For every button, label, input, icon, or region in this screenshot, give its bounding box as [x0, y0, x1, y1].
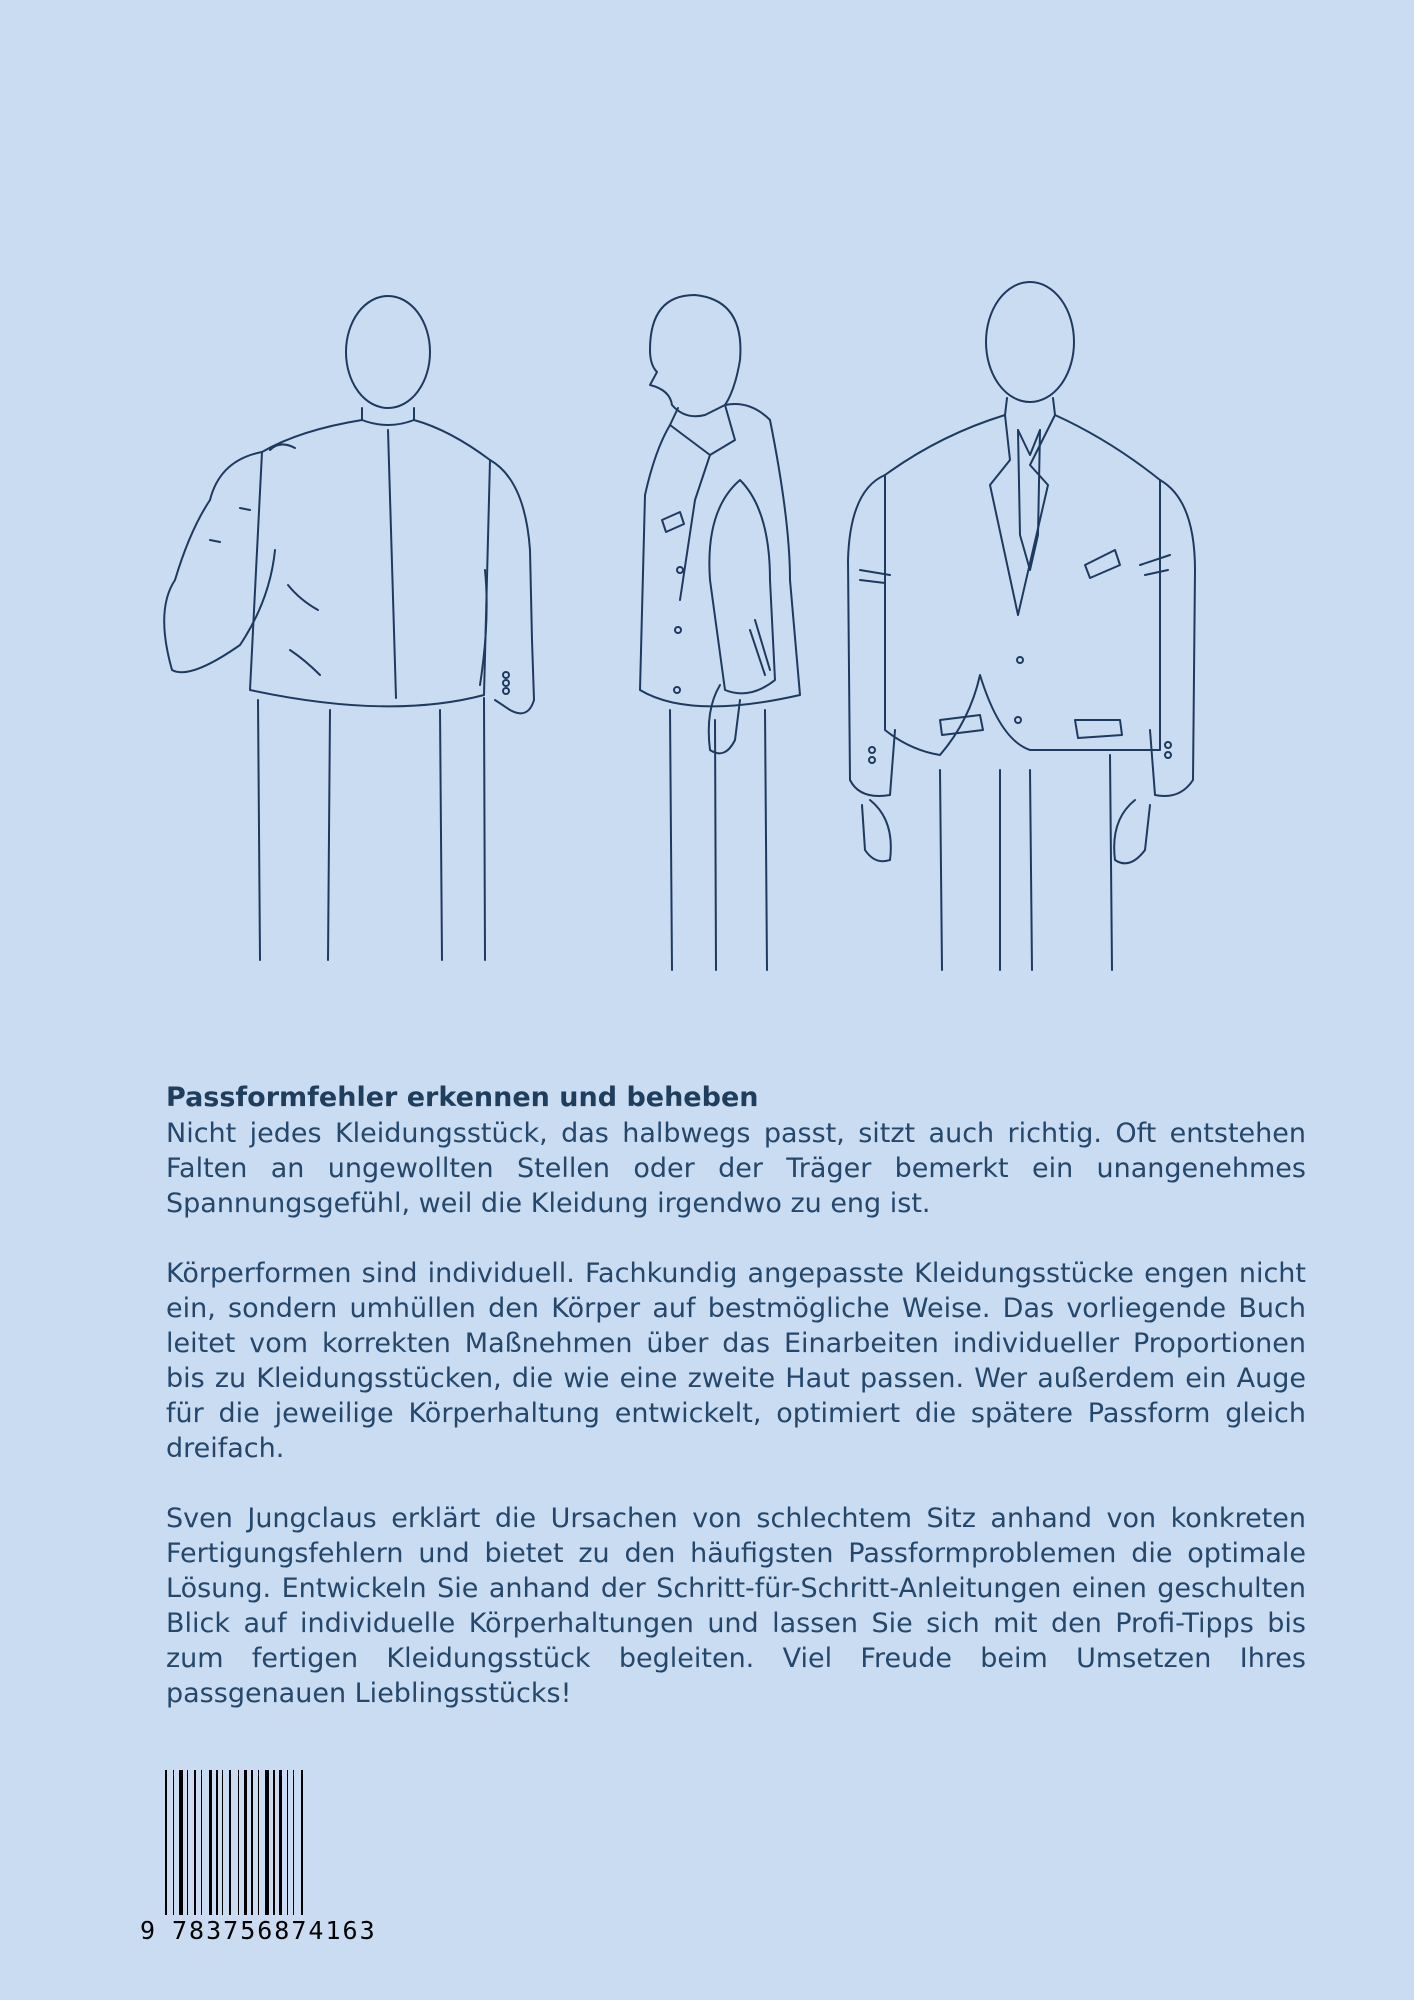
barcode-bar [194, 1770, 196, 1915]
blurb-heading: Passformfehler erkennen und beheben [166, 1082, 759, 1113]
front-view-figure [848, 282, 1195, 970]
barcode-bar [293, 1770, 294, 1915]
barcode-bar [222, 1770, 223, 1915]
barcode-bar [216, 1770, 218, 1915]
barcode-bar [273, 1770, 275, 1915]
barcode-first-digit: 9 [140, 1916, 156, 1945]
barcode-digits: 783756874163 [172, 1916, 377, 1945]
barcode-bar [251, 1770, 253, 1915]
barcode-bar [229, 1770, 231, 1915]
barcode-bar [165, 1770, 167, 1915]
blurb-paragraph-2: Körperformen sind individuell. Fachkundig angepasste Kleidungsstücke engen nicht ein, sondern umhüllen den Körper auf bestmögliche Weise. Das vorliegende Buch leitet vom korrekten Maßnehmen über das Einarbeiten individueller Proportionen bis zu Kleidungsstücken, die wie eine zweite Haut passen. Wer außerdem ein Auge für die jeweilige Körperhaltung entwickelt, optimiert die spätere Passform gleich dreifach. [166, 1258, 1306, 1464]
barcode-bar [173, 1770, 174, 1915]
side-view-figure [640, 295, 800, 970]
jacket-fitting-illustration [150, 280, 1210, 980]
barcode-bar [258, 1770, 259, 1915]
barcode-bar [287, 1770, 288, 1915]
barcode-bar [209, 1770, 212, 1915]
back-view-figure [164, 296, 534, 960]
blurb-paragraph-1: Nicht jedes Kleidungsstück, das halbwegs passt, sitzt auch richtig. Oft entstehen Falten an ungewollten Stellen oder der Träger bemerkt ein unangenehmes Spannungsgefühl, weil die Kleidung irgendwo zu eng ist. [166, 1118, 1306, 1219]
barcode-bar [179, 1770, 183, 1915]
barcode-bar [279, 1770, 282, 1915]
barcode-bar [238, 1770, 239, 1915]
back-cover-blurb [166, 1080, 1306, 1746]
isbn-barcode [140, 1770, 377, 1950]
barcode-bar [201, 1770, 202, 1915]
barcode-bar [187, 1770, 188, 1915]
barcode-bar [265, 1770, 269, 1915]
barcode-bar [244, 1770, 247, 1915]
barcode-bars [165, 1770, 375, 1915]
barcode-bar [301, 1770, 303, 1915]
blurb-paragraph-3: Sven Jungclaus erklärt die Ursachen von schlechtem Sitz anhand von konkreten Fertigungsfehlern und bietet zu den häufigsten Passformproblemen die optimale Lösung. Entwickeln Sie anhand der Schritt-für-Schritt-Anleitungen einen geschulten Blick auf individuelle Körperhaltungen und lassen Sie sich mit den Profi-Tipps bis zum fertigen Kleidungsstück begleiten. Viel Freude beim Umsetzen Ihres passgenauen Lieblingsstücks! [166, 1503, 1306, 1709]
